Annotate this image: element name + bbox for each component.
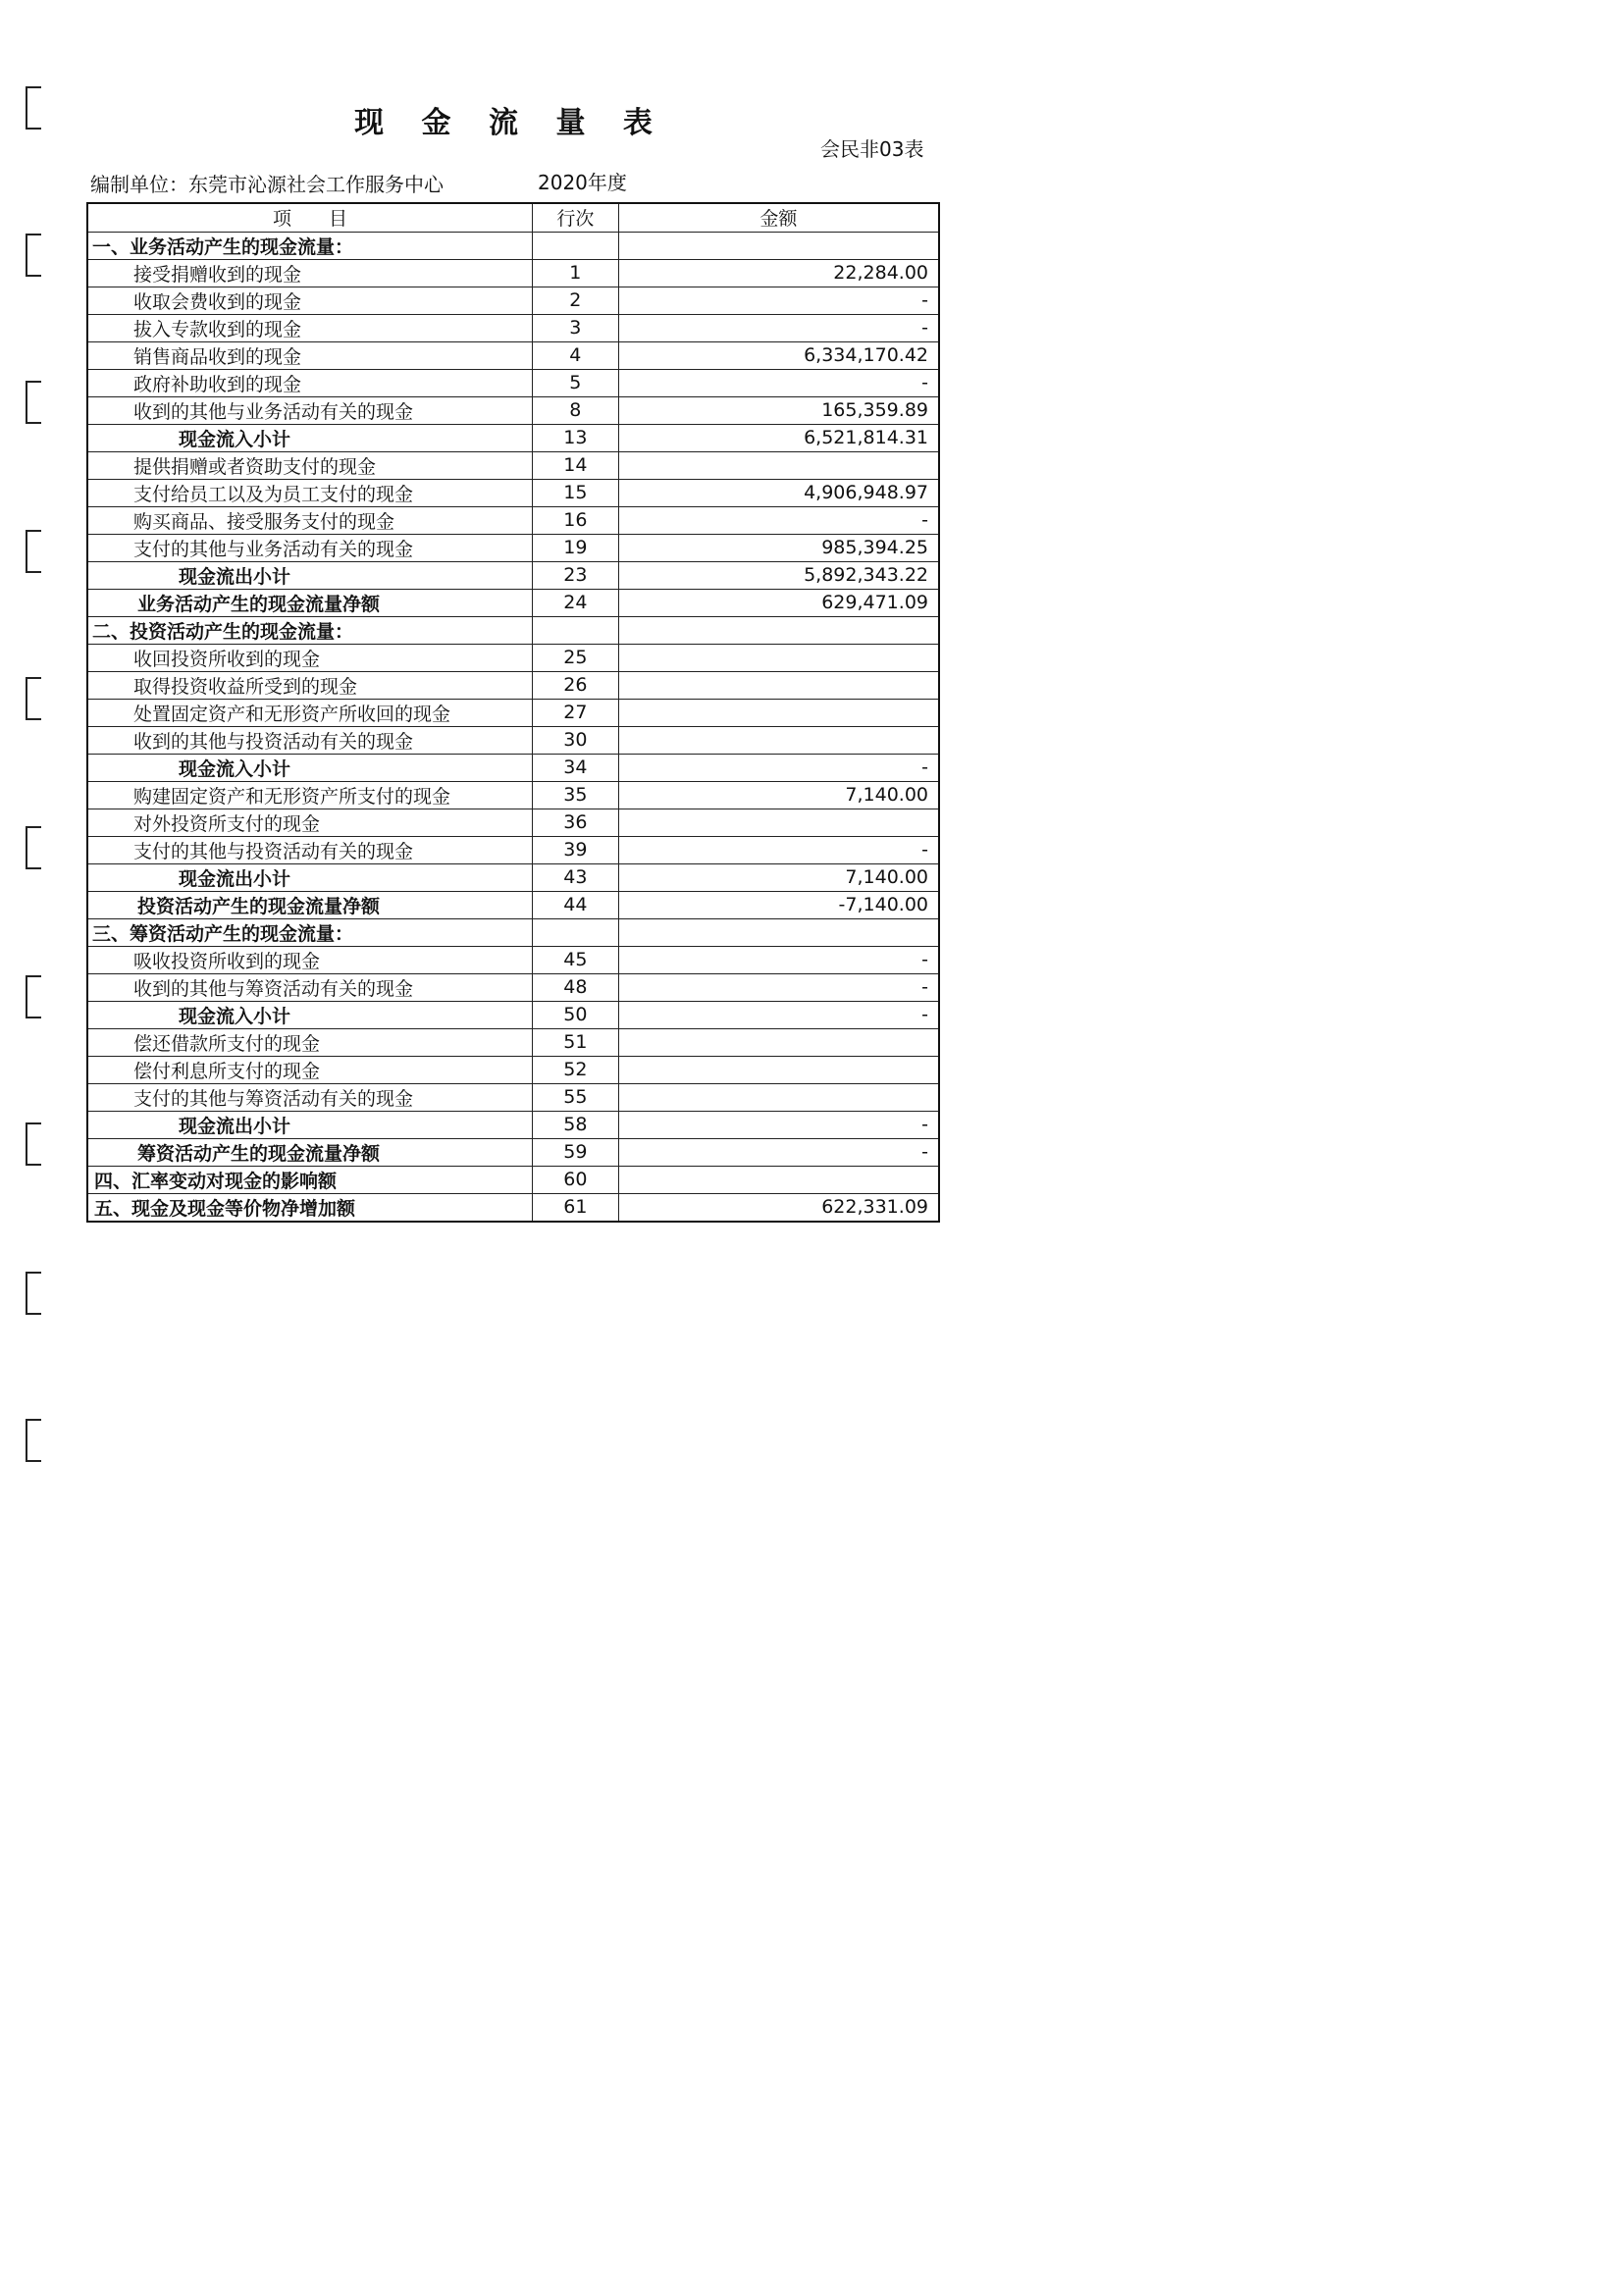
table-row	[87, 287, 939, 314]
row-line-no: 25	[532, 644, 618, 671]
table-row	[87, 1166, 939, 1193]
form-code: 会民非03表	[820, 137, 924, 161]
row-item: 吸收投资所收到的现金	[87, 946, 532, 973]
table-row	[87, 1001, 939, 1028]
binding-mark	[26, 677, 41, 720]
table-row	[87, 369, 939, 396]
row-line-no: 50	[532, 1001, 618, 1028]
row-item: 支付的其他与业务活动有关的现金	[87, 534, 532, 561]
row-item: 拔入专款收到的现金	[87, 314, 532, 341]
row-amount: 629,471.09	[618, 589, 939, 616]
row-line-no: 4	[532, 341, 618, 369]
binding-mark	[26, 975, 41, 1018]
row-item: 业务活动产生的现金流量净额	[87, 589, 532, 616]
row-amount: -	[618, 287, 939, 314]
row-item: 二、投资活动产生的现金流量：	[87, 616, 532, 644]
row-item: 现金流出小计	[87, 1111, 532, 1138]
row-line-no: 8	[532, 396, 618, 424]
row-line-no: 27	[532, 699, 618, 726]
row-item: 三、筹资活动产生的现金流量：	[87, 918, 532, 946]
row-amount	[618, 671, 939, 699]
row-item: 偿付利息所支付的现金	[87, 1056, 532, 1083]
row-amount	[618, 232, 939, 259]
row-amount: 6,334,170.42	[618, 341, 939, 369]
row-line-no: 3	[532, 314, 618, 341]
row-item: 收到的其他与业务活动有关的现金	[87, 396, 532, 424]
row-item: 现金流入小计	[87, 1001, 532, 1028]
row-line-no: 5	[532, 369, 618, 396]
row-item: 支付给员工以及为员工支付的现金	[87, 479, 532, 506]
row-item: 现金流出小计	[87, 863, 532, 891]
row-line-no: 51	[532, 1028, 618, 1056]
row-line-no: 14	[532, 451, 618, 479]
header-line-no: 行次	[532, 203, 618, 232]
table-row	[87, 616, 939, 644]
row-item: 现金流出小计	[87, 561, 532, 589]
row-amount: 22,284.00	[618, 259, 939, 287]
row-amount	[618, 699, 939, 726]
row-line-no: 52	[532, 1056, 618, 1083]
row-item: 收到的其他与筹资活动有关的现金	[87, 973, 532, 1001]
row-amount: 622,331.09	[618, 1193, 939, 1222]
row-line-no: 35	[532, 781, 618, 809]
row-amount: -	[618, 754, 939, 781]
row-amount: -	[618, 369, 939, 396]
table-row	[87, 644, 939, 671]
row-line-no: 48	[532, 973, 618, 1001]
table-row	[87, 561, 939, 589]
row-line-no	[532, 918, 618, 946]
table-row	[87, 973, 939, 1001]
row-item: 政府补助收到的现金	[87, 369, 532, 396]
table-row	[87, 479, 939, 506]
row-amount: -	[618, 1138, 939, 1166]
binding-mark	[26, 234, 41, 277]
table-row	[87, 232, 939, 259]
binding-mark	[26, 1272, 41, 1315]
row-line-no: 43	[532, 863, 618, 891]
row-amount: -	[618, 1001, 939, 1028]
row-item: 五、现金及现金等价物净增加额	[87, 1193, 532, 1222]
row-item: 一、业务活动产生的现金流量：	[87, 232, 532, 259]
table-row	[87, 699, 939, 726]
table-row	[87, 671, 939, 699]
row-item: 支付的其他与投资活动有关的现金	[87, 836, 532, 863]
row-item: 接受捐赠收到的现金	[87, 259, 532, 287]
table-row	[87, 809, 939, 836]
row-amount: 7,140.00	[618, 863, 939, 891]
binding-mark	[26, 530, 41, 573]
table-row	[87, 754, 939, 781]
row-item: 支付的其他与筹资活动有关的现金	[87, 1083, 532, 1111]
row-amount: 7,140.00	[618, 781, 939, 809]
header-item: 项 目	[87, 203, 532, 232]
row-amount: -	[618, 1111, 939, 1138]
table-row	[87, 918, 939, 946]
row-amount	[618, 1056, 939, 1083]
table-header-row	[87, 203, 939, 232]
row-item: 销售商品收到的现金	[87, 341, 532, 369]
row-amount: -	[618, 506, 939, 534]
row-line-no: 1	[532, 259, 618, 287]
row-line-no: 16	[532, 506, 618, 534]
table-row	[87, 341, 939, 369]
row-item: 收回投资所收到的现金	[87, 644, 532, 671]
row-item: 偿还借款所支付的现金	[87, 1028, 532, 1056]
document-title: 现 金 流 量 表	[354, 106, 666, 140]
row-line-no: 15	[532, 479, 618, 506]
table-row	[87, 1056, 939, 1083]
header-amount: 金额	[618, 203, 939, 232]
table-row	[87, 314, 939, 341]
row-line-no: 58	[532, 1111, 618, 1138]
table-row	[87, 259, 939, 287]
binding-mark	[26, 826, 41, 869]
row-amount: 6,521,814.31	[618, 424, 939, 451]
table-row	[87, 946, 939, 973]
row-item: 收取会费收到的现金	[87, 287, 532, 314]
row-amount	[618, 726, 939, 754]
compiling-unit: 编制单位：东莞市沁源社会工作服务中心	[90, 173, 444, 196]
row-amount: 985,394.25	[618, 534, 939, 561]
row-line-no: 23	[532, 561, 618, 589]
row-item: 处置固定资产和无形资产所收回的现金	[87, 699, 532, 726]
binding-mark	[26, 1419, 41, 1462]
row-item: 购建固定资产和无形资产所支付的现金	[87, 781, 532, 809]
table-row	[87, 781, 939, 809]
row-amount: 4,906,948.97	[618, 479, 939, 506]
row-line-no: 13	[532, 424, 618, 451]
table-row	[87, 396, 939, 424]
row-line-no: 45	[532, 946, 618, 973]
row-line-no	[532, 616, 618, 644]
row-line-no	[532, 232, 618, 259]
table-row	[87, 1138, 939, 1166]
cash-flow-table	[86, 202, 940, 1223]
table-row	[87, 1028, 939, 1056]
row-line-no: 61	[532, 1193, 618, 1222]
row-amount	[618, 451, 939, 479]
row-item: 现金流入小计	[87, 754, 532, 781]
row-line-no: 39	[532, 836, 618, 863]
row-line-no: 34	[532, 754, 618, 781]
row-item: 提供捐赠或者资助支付的现金	[87, 451, 532, 479]
row-amount	[618, 1083, 939, 1111]
table-row	[87, 836, 939, 863]
row-item: 取得投资收益所受到的现金	[87, 671, 532, 699]
row-amount: -	[618, 314, 939, 341]
table-row	[87, 726, 939, 754]
row-item: 投资活动产生的现金流量净额	[87, 891, 532, 918]
row-line-no: 19	[532, 534, 618, 561]
report-period: 2020年度	[538, 171, 627, 194]
table-row	[87, 451, 939, 479]
table-row	[87, 1111, 939, 1138]
row-line-no: 55	[532, 1083, 618, 1111]
row-amount: 5,892,343.22	[618, 561, 939, 589]
row-item: 现金流入小计	[87, 424, 532, 451]
row-amount: -7,140.00	[618, 891, 939, 918]
row-line-no: 26	[532, 671, 618, 699]
row-item: 对外投资所支付的现金	[87, 809, 532, 836]
row-line-no: 2	[532, 287, 618, 314]
row-item: 筹资活动产生的现金流量净额	[87, 1138, 532, 1166]
table-row	[87, 863, 939, 891]
table-row	[87, 506, 939, 534]
row-amount: 165,359.89	[618, 396, 939, 424]
row-amount	[618, 1166, 939, 1193]
row-line-no: 24	[532, 589, 618, 616]
table-row	[87, 891, 939, 918]
row-line-no: 30	[532, 726, 618, 754]
row-amount	[618, 616, 939, 644]
row-item: 购买商品、接受服务支付的现金	[87, 506, 532, 534]
binding-mark	[26, 1122, 41, 1166]
table-row	[87, 534, 939, 561]
row-item: 收到的其他与投资活动有关的现金	[87, 726, 532, 754]
row-amount	[618, 918, 939, 946]
table-row	[87, 424, 939, 451]
row-amount: -	[618, 946, 939, 973]
table-row	[87, 1083, 939, 1111]
binding-mark	[26, 381, 41, 424]
row-line-no: 60	[532, 1166, 618, 1193]
row-amount	[618, 1028, 939, 1056]
table-row	[87, 1193, 939, 1222]
table-row	[87, 589, 939, 616]
row-amount: -	[618, 836, 939, 863]
row-amount: -	[618, 973, 939, 1001]
row-amount	[618, 644, 939, 671]
row-amount	[618, 809, 939, 836]
row-line-no: 59	[532, 1138, 618, 1166]
row-item: 四、汇率变动对现金的影响额	[87, 1166, 532, 1193]
row-line-no: 36	[532, 809, 618, 836]
row-line-no: 44	[532, 891, 618, 918]
